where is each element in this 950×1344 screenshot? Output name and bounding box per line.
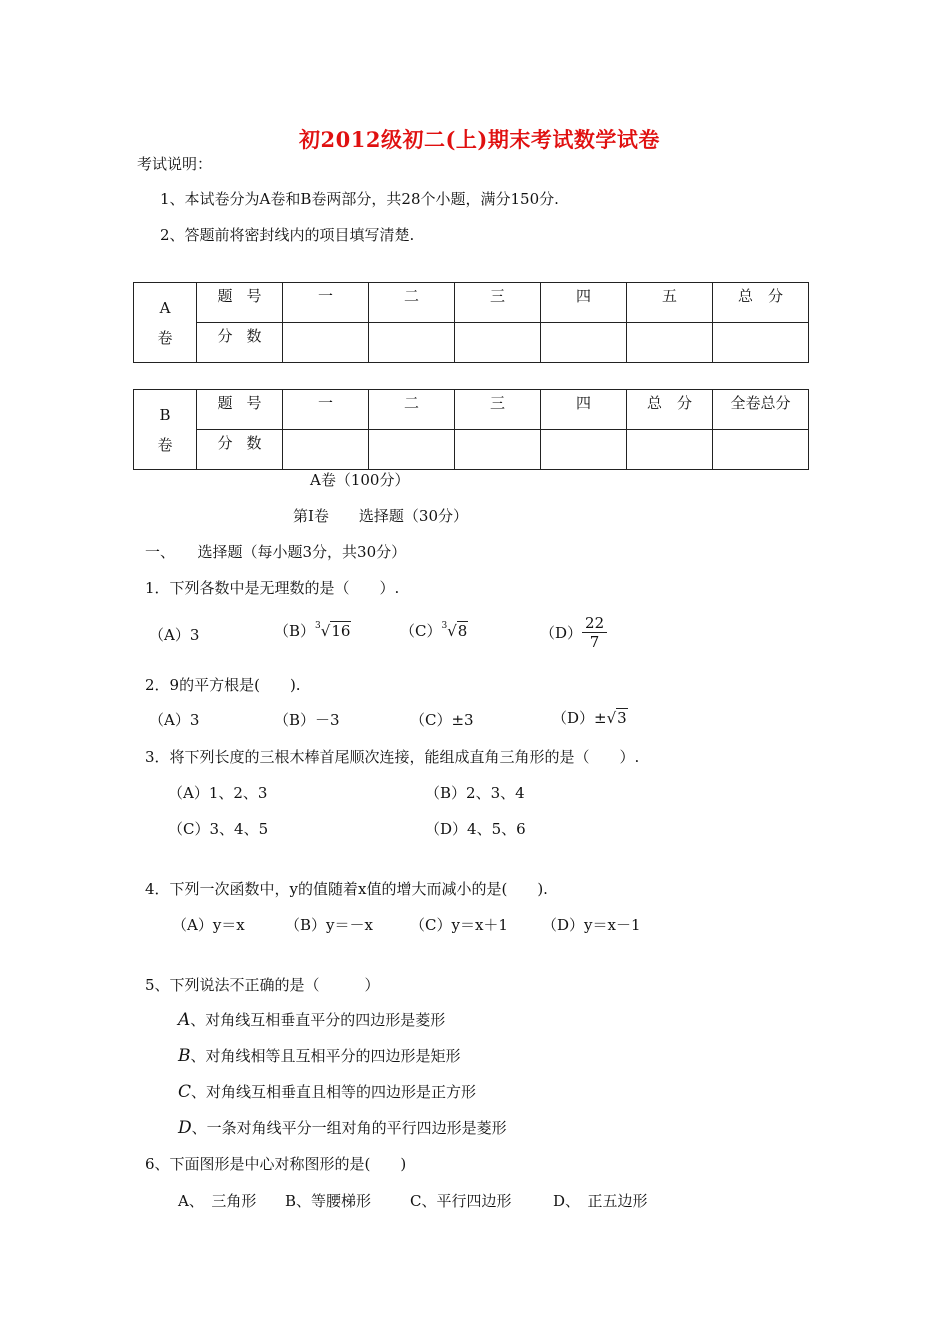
- table-b-header: 四: [541, 390, 627, 430]
- question-6-option-c: C、平行四边形: [410, 1192, 512, 1210]
- question-1-option-b: $(B)^3√16$: [274, 621, 351, 640]
- instruction-item-1: 1、本试卷分为A卷和B卷两部分，共28个小题，满分150分.: [160, 190, 559, 208]
- table-a-header: 一: [283, 283, 369, 323]
- table-b-score-cell[interactable]: [455, 430, 541, 470]
- table-a-header: 三: [455, 283, 541, 323]
- score-table-a: [133, 282, 809, 363]
- question-2-option-b: （B）－3: [274, 711, 340, 729]
- section-a-heading: A卷（100分）: [310, 471, 410, 489]
- table-b-score-cell[interactable]: [541, 430, 627, 470]
- table-b-side-label: [134, 390, 197, 470]
- table-b-row1-label: 题号: [217, 394, 276, 412]
- table-a-header: 四: [541, 283, 627, 323]
- table-a-side-top: A: [159, 298, 171, 317]
- question-4-stem: 4．下列一次函数中，y的值随着x值的增大而减小的是( ).: [145, 880, 548, 898]
- table-a-header: 五: [627, 283, 713, 323]
- question-3-option-c: （C）3、4、5: [168, 820, 269, 838]
- question-4-option-a: （A）y＝x: [172, 916, 245, 934]
- table-a-score-cell[interactable]: [369, 323, 455, 363]
- table-a-row1-label: 题号: [217, 287, 276, 305]
- table-b-score-cell[interactable]: [627, 430, 713, 470]
- table-b-header: 总 分: [627, 390, 713, 430]
- question-5-option-d: D、一条对角线平分一组对角的平行四边形是菱形: [178, 1118, 507, 1138]
- question-5-option-c: C、对角线互相垂直且相等的四边形是正方形: [178, 1082, 477, 1102]
- table-a-side-label: [134, 283, 197, 363]
- table-a-score-cell[interactable]: [455, 323, 541, 363]
- question-4-option-d: （D）y＝x－1: [542, 916, 641, 934]
- question-5-option-a: A、对角线互相垂直平分的四边形是菱形: [178, 1010, 446, 1030]
- part1-heading: 第Ⅰ卷 选择题（30分）: [293, 507, 469, 525]
- question-2-option-c: （C）±3: [410, 711, 474, 729]
- table-b-row2-label: 分数: [217, 434, 276, 452]
- table-b-score-cell[interactable]: [283, 430, 369, 470]
- table-a-score-cell[interactable]: [283, 323, 369, 363]
- question-2-option-a: （A）3: [149, 711, 200, 729]
- question-4-option-b: （B）y＝－x: [285, 916, 373, 934]
- question-1-option-c: $(C)^3√8$: [400, 621, 468, 640]
- fraction-22-7: $\frac{22}{7}$: [582, 614, 607, 651]
- table-a-score-cell[interactable]: [541, 323, 627, 363]
- question-6-option-d: D、 正五边形: [553, 1192, 648, 1210]
- table-a-header: 总 分: [713, 283, 809, 323]
- table-b-score-cell[interactable]: [369, 430, 455, 470]
- table-b-side-top: B: [159, 405, 171, 424]
- question-3-option-b: （B）2、3、4: [425, 784, 525, 802]
- cube-root-16: $^3$√16: [315, 621, 351, 640]
- table-b-score-cell[interactable]: [713, 430, 809, 470]
- question-2-stem: 2．9的平方根是( ).: [145, 676, 301, 694]
- question-3-option-d: （D）4、5、6: [425, 820, 526, 838]
- question-3-option-a: （A）1、2、3: [168, 784, 268, 802]
- table-a-score-cell[interactable]: [713, 323, 809, 363]
- table-b-header: 全卷总分: [713, 390, 809, 430]
- question-1-option-d: （D） $\frac{22}{7}$: [540, 614, 607, 651]
- question-5-stem: 5、下列说法不正确的是（ ）: [145, 976, 380, 994]
- section-one-heading: 一、 选择题（每小题3分，共30分）: [145, 543, 407, 561]
- question-4-option-c: （C）y＝x＋1: [410, 916, 508, 934]
- instructions-heading: 考试说明：: [137, 155, 213, 173]
- table-a-header: 二: [369, 283, 455, 323]
- instruction-item-2: 2、答题前将密封线内的项目填写清楚.: [160, 226, 415, 244]
- table-b-side-bottom: 卷: [157, 435, 173, 454]
- page-title: 初2012级初二(上)期末考试数学试卷: [299, 127, 660, 152]
- question-6-stem: 6、下面图形是中心对称图形的是( ): [145, 1155, 407, 1173]
- table-b-header: 二: [369, 390, 455, 430]
- question-6-option-a: A、 三角形: [178, 1192, 257, 1210]
- table-b-header: 一: [283, 390, 369, 430]
- question-2-option-d: （D）±√3: [552, 709, 627, 727]
- question-1-stem: 1．下列各数中是无理数的是（ ）.: [145, 579, 400, 597]
- question-3-stem: 3．将下列长度的三根木棒首尾顺次连接，能组成直角三角形的是（ ）.: [145, 748, 640, 766]
- question-5-option-b: B、对角线相等且互相平分的四边形是矩形: [178, 1046, 461, 1066]
- table-a-row2-label: 分数: [217, 327, 276, 345]
- question-1-option-a: （A）3: [149, 626, 200, 644]
- question-6-option-b: B、等腰梯形: [285, 1192, 372, 1210]
- square-root-3: √3: [606, 709, 627, 727]
- table-a-score-cell[interactable]: [627, 323, 713, 363]
- cube-root-8: $^3$√8: [441, 621, 468, 640]
- table-a-side-bottom: 卷: [157, 328, 173, 347]
- score-table-b: [133, 389, 809, 470]
- table-b-header: 三: [455, 390, 541, 430]
